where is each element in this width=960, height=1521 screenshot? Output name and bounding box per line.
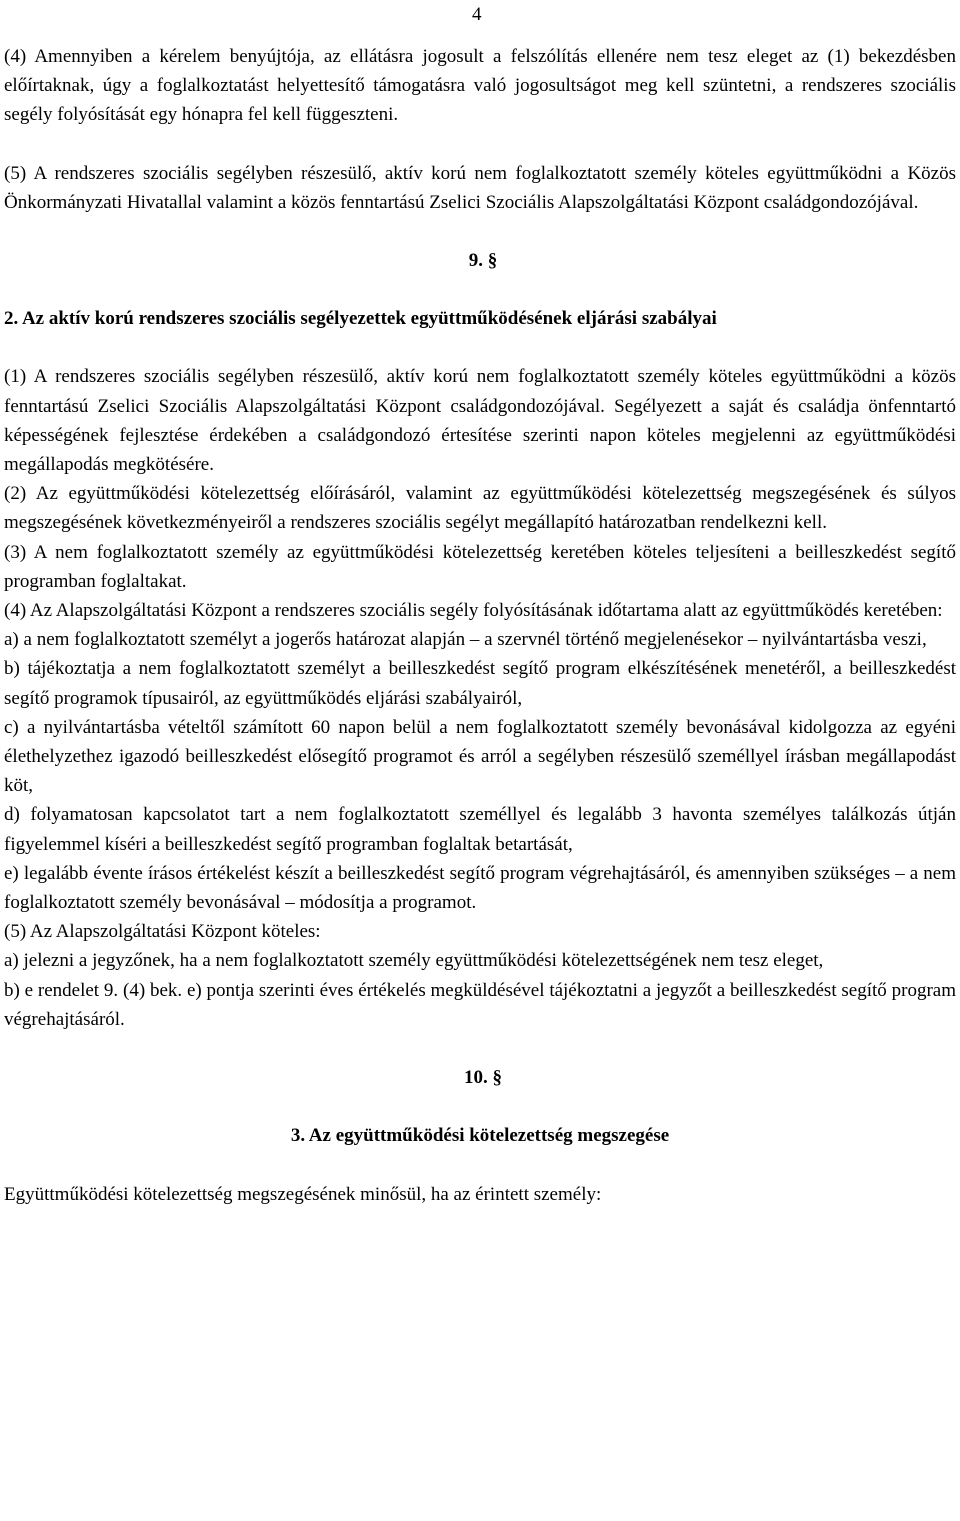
paragraph-9-item-4d: d) folyamatosan kapcsolatot tart a nem foglalkoztatott személlyel és legalább 3 havonta személyes találkozás útján figyelemmel kíséri a beilleszkedést segítő programban foglaltak betartását, — [4, 804, 956, 855]
paragraph-8-item-5: (5) A rendszeres szociális segélyben részesülő, aktív korú nem foglalkoztatott személy köteles együttműködni a Közös Önkormányzati Hivatallal valamint a közös fenntartású Zselici Szociális Alapszolgáltatási Központ családgondozójával. — [4, 162, 956, 213]
paragraph-9-item-4a: a) a nem foglalkoztatott személyt a jogerős határozat alapján – a szervnél történő megjelenésekor – nyilvántartásba veszi, — [4, 629, 927, 651]
section-3-title: 3. Az együttműködési kötelezettség megszegése — [290, 1125, 670, 1147]
paragraph-9-item-4b: b) tájékoztatja a nem foglalkoztatott személyt a beilleszkedést segítő program elkészítésének menetéről, a beilleszkedést segítő programok típusairól, az együttműködés eljárási szabályairól, — [4, 658, 956, 709]
paragraph-9-item-1: (1) A rendszeres szociális segélyben részesülő, aktív korú nem foglalkoztatott személy köteles együttműködni a közös fenntartású Zselici Szociális Alapszolgáltatási Központ családgondozójával. Segélyezett a saját és családja önfenntartó képességének fejlesztése érdekében a családgondozó értesítése szerinti napon köteles megjelenni az együttműködési megállapodás megkötésére. — [4, 366, 956, 476]
paragraph-9-item-4c: c) a nyilvántartásba vételtől számított 60 napon belül a nem foglalkoztatott személy bevonásával kidolgozza az egyéni élethelyzethez igazodó beilleszkedést elősegítő programot és arról a segélyben részesülő személlyel írásban megállapodást köt, — [4, 716, 956, 797]
section-2-title: 2. Az aktív korú rendszeres szociális segélyezettek együttműködésének eljárási szabályai — [4, 308, 717, 330]
paragraph-9-item-5b: b) e rendelet 9. (4) bek. e) pontja szerinti éves értékelés megküldésével tájékoztatni a jegyzőt a beilleszkedést segítő program végrehajtásáról. — [4, 979, 956, 1030]
page-number: 4 — [472, 4, 482, 25]
paragraph-9-item-2: (2) Az együttműködési kötelezettség előírásáról, valamint az együttműködési kötelezettség megszegésének és súlyos megszegésének következményeiről a rendszeres szociális segélyt megállapító határozatban rendelkezni kell. — [4, 483, 956, 534]
paragraph-10-intro: Együttműködési kötelezettség megszegésének minősül, ha az érintett személy: — [4, 1183, 602, 1205]
paragraph-9-item-3: (3) A nem foglalkoztatott személy az együttműködési kötelezettség keretében köteles teljesíteni a beilleszkedést segítő programban foglaltakat. — [4, 541, 956, 592]
paragraph-8-item-4: (4) Amennyiben a kérelem benyújtója, az ellátásra jogosult a felszólítás ellenére nem tesz eleget az (1) bekezdésben előírtaknak, úgy a foglalkoztatást helyettesítő támogatásra való jogosultságot meg kell szüntetni, a rendszeres szociális segély folyósítását egy hónapra fel kell függeszteni. — [4, 46, 956, 126]
paragraph-9-item-5: (5) Az Alapszolgáltatási Központ köteles: — [4, 921, 321, 943]
paragraph-9-item-4: (4) Az Alapszolgáltatási Központ a rendszeres szociális segély folyósításának időtartama alatt az együttműködés keretében: — [4, 600, 943, 622]
paragraph-10-heading: 10. § — [464, 1067, 502, 1089]
paragraph-9-item-5a: a) jelezni a jegyzőnek, ha a nem foglalkoztatott személy együttműködési kötelezettségének nem tesz eleget, — [4, 950, 824, 972]
document-body — [4, 42, 956, 1209]
paragraph-9-heading: 9. § — [468, 250, 498, 272]
paragraph-9-item-4e: e) legalább évente írásos értékelést készít a beilleszkedést segítő program végrehajtásáról, és amennyiben szükséges – a nem foglalkoztatott személy bevonásával – módosítja a programot. — [4, 862, 956, 914]
